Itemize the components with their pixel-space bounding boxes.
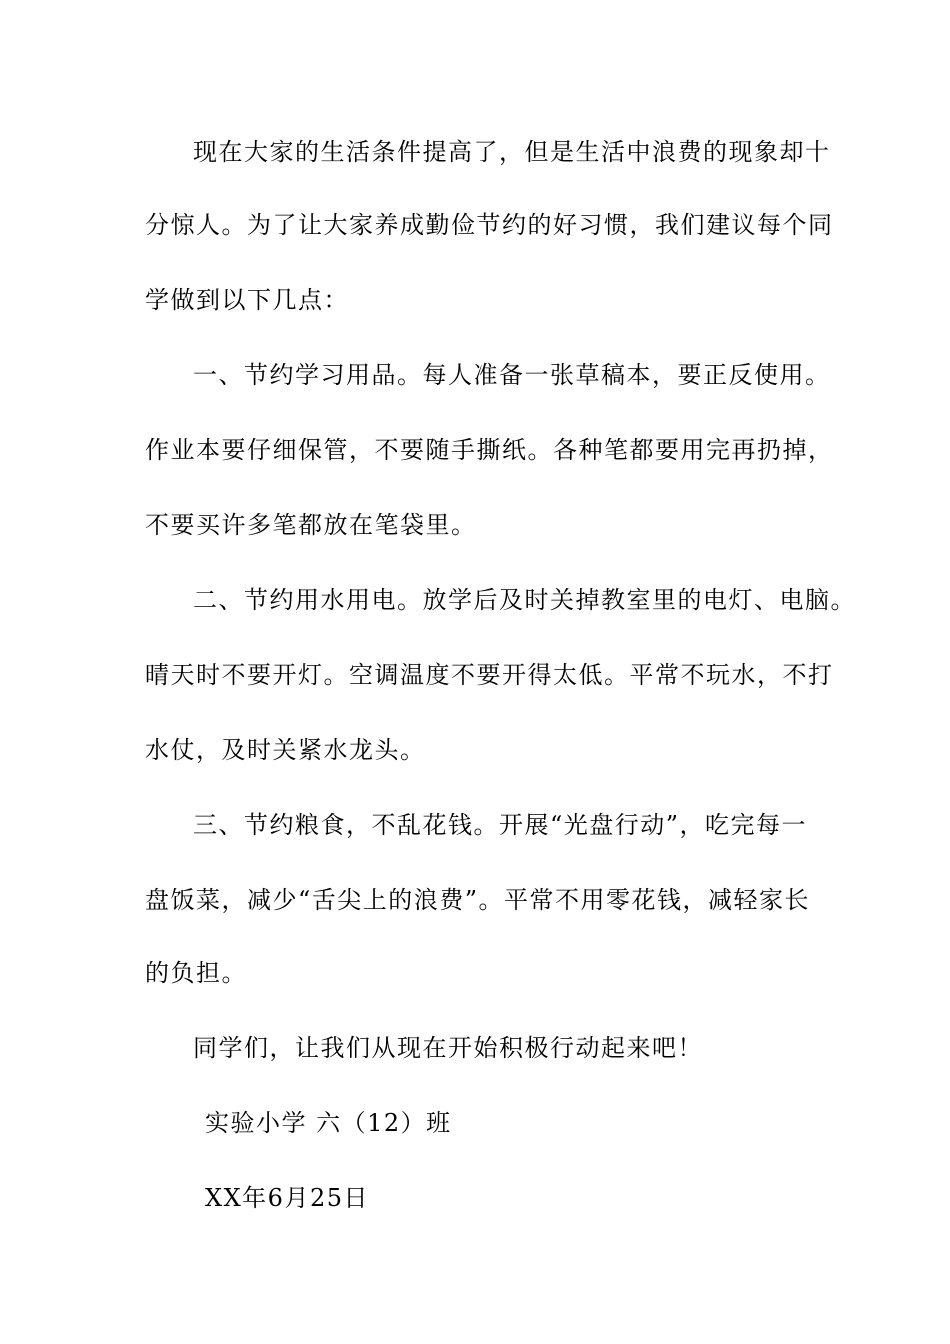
point2-line-3: 水仗，及时关紧水龙头。	[145, 736, 426, 764]
date: XX年6月25日	[205, 1184, 369, 1212]
point1-line-2: 作业本要仔细保管，不要随手撕纸。各种笔都要用完再扔掉，	[145, 436, 834, 464]
point3-line-1: 三、节约粮食，不乱花钱。开展“光盘行动”，吃完每一	[193, 811, 808, 839]
point1-line-1: 一、节约学习用品。每人准备一张草稿本，要正反使用。	[193, 361, 831, 389]
intro-line-3: 学做到以下几点：	[145, 286, 349, 314]
point3-line-3: 的负担。	[145, 959, 247, 987]
signature: 实验小学 六（12）班	[205, 1109, 452, 1137]
point2-line-1: 二、节约用水用电。放学后及时关掉教室里的电灯、电脑。	[193, 586, 856, 614]
point3-line-2: 盘饭菜，减少“舌尖上的浪费”。平常不用零花钱，减轻家长	[145, 886, 811, 914]
point2-line-2: 晴天时不要开灯。空调温度不要开得太低。平常不玩水，不打	[145, 661, 834, 689]
intro-line-1: 现在大家的生活条件提高了，但是生活中浪费的现象却十	[193, 138, 831, 166]
point1-line-3: 不要买许多笔都放在笔袋里。	[145, 511, 477, 539]
intro-line-2: 分惊人。为了让大家养成勤俭节约的好习惯，我们建议每个同	[145, 211, 834, 239]
closing-line: 同学们，让我们从现在开始积极行动起来吧！	[193, 1034, 703, 1062]
